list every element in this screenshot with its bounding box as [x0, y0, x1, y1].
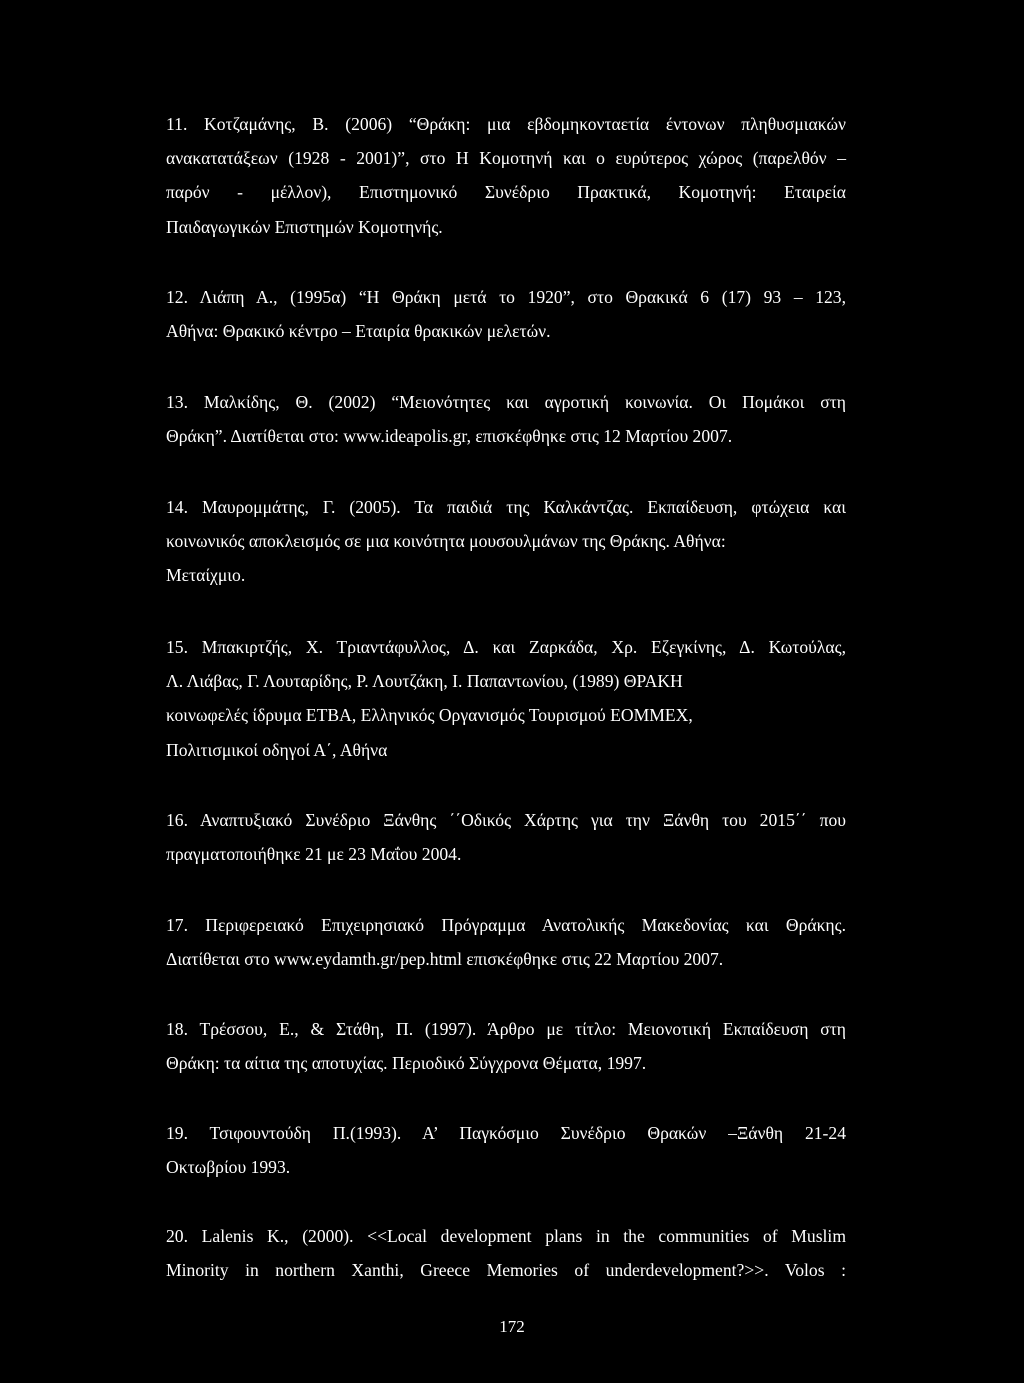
- reference-line: Αθήνα: Θρακικό κέντρο – Εταιρία θρακικών μελετών.: [166, 321, 551, 342]
- reference-17: [166, 908, 846, 976]
- reference-line: 19. Τσιφουντούδη Π.(1993). Α’ Παγκόσμιο Συνέδριο Θρακών –Ξάνθη 21-24: [166, 1123, 846, 1143]
- reference-14: [166, 490, 846, 593]
- reference-line: παρόν - μέλλον), Επιστημονικό Συνέδριο Πρακτικά, Κομοτηνή: Εταιρεία: [166, 182, 846, 203]
- reference-line: 16. Αναπτυξιακό Συνέδριο Ξάνθης ΄΄Οδικός Χάρτης για την Ξάνθη του 2015΄΄ που: [166, 810, 846, 830]
- reference-line: 17. Περιφερειακό Επιχειρησιακό Πρόγραμμα Ανατολικής Μακεδονίας και Θράκης.: [166, 915, 846, 935]
- reference-line: 18. Τρέσσου, Ε., & Στάθη, Π. (1997). Άρθρο με τίτλο: Μειονοτική Εκπαίδευση στη: [166, 1019, 846, 1039]
- reference-line: 11. Κοτζαμάνης, Β. (2006) “Θράκη: μια εβδομηκονταετία έντονων πληθυσμιακών: [166, 114, 846, 134]
- reference-19: [166, 1116, 846, 1184]
- reference-line: Λ. Λιάβας, Γ. Λουταρίδης, Ρ. Λουτζάκη, Ι. Παπαντωνίου, (1989) ΘΡΑΚΗ: [166, 671, 683, 692]
- reference-line: Πολιτισμικοί οδηγοί Α΄, Αθήνα: [166, 739, 388, 760]
- reference-line: Θράκη”. Διατίθεται στο: www.ideapolis.gr, επισκέφθηκε στις 12 Μαρτίου 2007.: [166, 426, 733, 447]
- reference-line: Μεταίχμιο.: [166, 565, 246, 586]
- reference-line: 15. Μπακιρτζής, Χ. Τριαντάφυλλος, Δ. και Ζαρκάδα, Χρ. Εζεγκίνης, Δ. Κωτούλας,: [166, 637, 846, 657]
- reference-18: [166, 1012, 846, 1080]
- reference-line: ανακατατάξεων (1928 - 2001)”, στο Η Κομοτηνή και ο ευρύτερος χώρος (παρελθόν –: [166, 148, 846, 169]
- page-number: 172: [499, 1317, 525, 1336]
- reference-line: Διατίθεται στο www.eydamth.gr/pep.html επισκέφθηκε στις 22 Μαρτίου 2007.: [166, 949, 724, 970]
- reference-line: Θράκη: τα αίτια της αποτυχίας. Περιοδικό Σύγχρονα Θέματα, 1997.: [166, 1053, 647, 1074]
- reference-line: κοινωνικός αποκλεισμός σε μια κοινότητα μουσουλμάνων της Θράκης. Αθήνα:: [166, 531, 726, 552]
- reference-line: πραγματοποιήθηκε 21 με 23 Μαΐου 2004.: [166, 844, 462, 865]
- reference-line: Minority in northern Xanthi, Greece Memories of underdevelopment?>>. Volos :: [166, 1260, 846, 1281]
- reference-line: κοινωφελές ίδρυμα ΕΤΒΑ, Ελληνικός Οργανισμός Τουρισμού ΕΟΜΜΕΧ,: [166, 705, 693, 726]
- reference-11: [166, 107, 846, 244]
- reference-line: Οκτωβρίου 1993.: [166, 1157, 291, 1178]
- reference-16: [166, 803, 846, 871]
- reference-13: [166, 385, 846, 453]
- reference-line: Παιδαγωγικών Επιστημών Κομοτηνής.: [166, 216, 443, 237]
- reference-20: [166, 1219, 846, 1287]
- reference-line: 13. Μαλκίδης, Θ. (2002) “Μειονότητες και αγροτική κοινωνία. Οι Πομάκοι στη: [166, 392, 846, 412]
- reference-line: 14. Μαυρομμάτης, Γ. (2005). Τα παιδιά της Καλκάντζας. Εκπαίδευση, φτώχεια και: [166, 497, 846, 517]
- reference-line: 12. Λιάπη Α., (1995α) “Η Θράκη μετά το 1920”, στο Θρακικά 6 (17) 93 – 123,: [166, 287, 846, 307]
- reference-15: [166, 630, 846, 767]
- reference-12: [166, 280, 846, 348]
- reference-line: 20. Lalenis K., (2000). <<Local development plans in the communities of Muslim: [166, 1226, 846, 1246]
